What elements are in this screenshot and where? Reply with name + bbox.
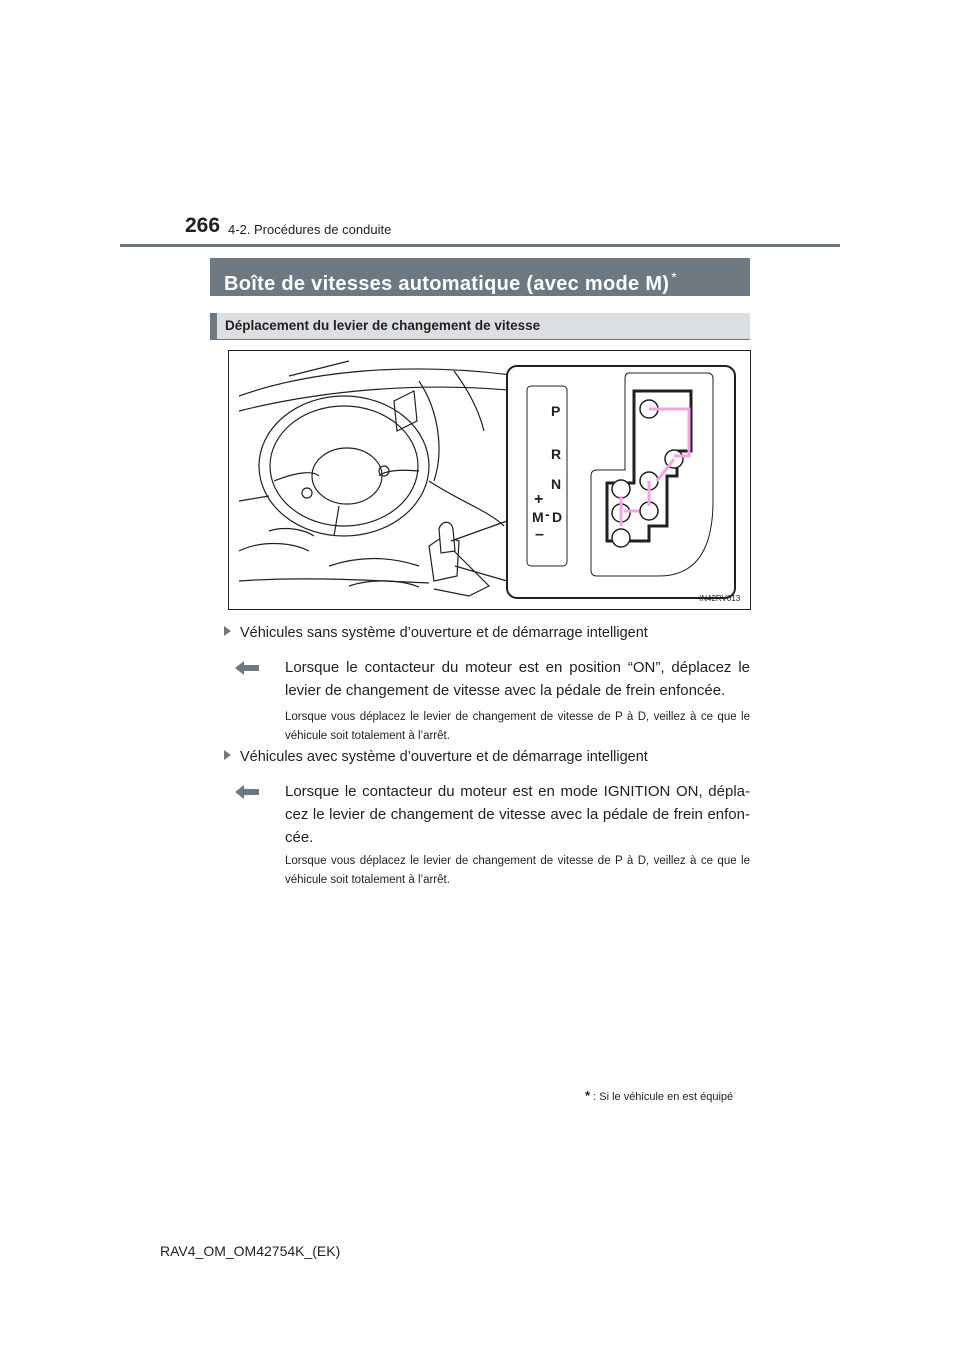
gear-label-p: P [551, 403, 561, 419]
arrow-left-icon [235, 661, 259, 675]
triangle-bullet-icon [224, 626, 231, 636]
page-title [210, 258, 750, 296]
instruction-text-2: Lorsque le contacteur du moteur est en mode IGNITION ON, dépla-cez le levier de changement de vitesse avec la pédale de frein enfon-cée. [285, 783, 750, 846]
arrow-left-icon [235, 785, 259, 799]
figure-code: IN42RV013 [699, 594, 741, 603]
instruction-text-1: Lorsque le contacteur du moteur est en position “ON”, déplacez le levier de changement de vitesse avec la pédale de frein enfoncée. [285, 659, 750, 699]
mode-minus-label: – [535, 526, 544, 543]
optional-equipment-marker: * [671, 269, 677, 285]
subheading-bar [210, 313, 750, 340]
mode-dash-label: - [545, 506, 550, 522]
condition-heading-text: Véhicules avec système d’ouverture et de démarrage intelligent [240, 749, 648, 765]
footnote-marker: * [585, 1088, 591, 1103]
note-text-1: Lorsque vous déplacez le levier de changement de vitesse de P à D, veillez à ce que le véhicule soit totalement à l’arrêt. [285, 711, 750, 742]
section-breadcrumb: 4-2. Procédures de conduite [228, 222, 392, 237]
condition-heading-text: Véhicules sans système d’ouverture et de démarrage intelligent [240, 625, 648, 641]
condition-heading-1 [224, 625, 648, 641]
gear-label-n: N [551, 476, 562, 492]
gear-label-d: D [552, 509, 563, 525]
footnote-text: : Si le véhicule en est équipé [593, 1091, 734, 1103]
mode-m-label: M [532, 509, 544, 525]
mode-plus-label: + [534, 491, 544, 508]
cabin-illustration [229, 351, 751, 610]
shift-lever-figure [228, 350, 751, 610]
triangle-bullet-icon [224, 750, 231, 760]
note-text-2: Lorsque vous déplacez le levier de changement de vitesse de P à D, veillez à ce que le véhicule soit totalement à l’arrêt. [285, 855, 750, 886]
footnote [585, 1088, 733, 1103]
page-number: 266 [185, 214, 221, 237]
subheading-accent [210, 313, 217, 339]
document-id: RAV4_OM_OM42754K_(EK) [160, 1243, 341, 1259]
gear-label-r: R [551, 446, 562, 462]
header-divider [120, 244, 840, 247]
condition-heading-2 [224, 749, 648, 765]
page-title-text: Boîte de vitesses automatique (avec mode M) [224, 273, 670, 295]
subheading-text: Déplacement du levier de changement de vitesse [225, 318, 541, 333]
